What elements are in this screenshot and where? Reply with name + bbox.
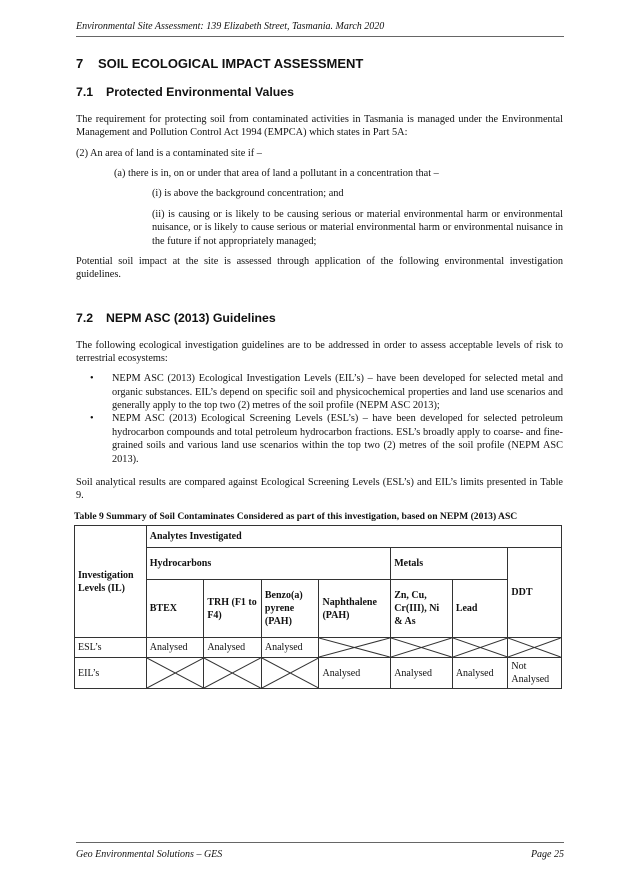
paragraph: Potential soil impact at the site is assessed through application of the following environmental investigation guidelines. xyxy=(76,255,563,281)
page-header: Environmental Site Assessment: 139 Elizabeth Street, Tasmania. March 2020 xyxy=(76,21,385,32)
subsection-number: 7.1 xyxy=(76,84,94,99)
not-applicable-cell xyxy=(204,658,262,689)
not-applicable-cell xyxy=(146,658,204,689)
not-applicable-cell xyxy=(508,638,562,658)
header-ddt: DDT xyxy=(508,548,562,638)
table-cell: Not Analysed xyxy=(508,658,562,689)
bullet-icon: • xyxy=(90,413,94,425)
not-applicable-cell xyxy=(391,638,453,658)
footer-org: Geo Environmental Solutions – GES xyxy=(76,849,223,860)
paragraph: The requirement for protecting soil from contaminated activities in Tasmania is managed under the Environmental Management and Pollution Control Act 1994 (EMPCA) which states in Part 5A: xyxy=(76,113,563,139)
not-applicable-cell xyxy=(452,638,508,658)
col-header: Lead xyxy=(452,580,508,638)
not-applicable-cell xyxy=(319,638,391,658)
section-number: 7 xyxy=(76,56,84,71)
header-hydrocarbons: Hydrocarbons xyxy=(146,548,390,580)
col-header: Zn, Cu, Cr(III), Ni & As xyxy=(391,580,453,638)
bullet-list xyxy=(76,372,563,466)
table-row xyxy=(75,638,562,658)
table-cell: Analysed xyxy=(261,638,319,658)
contaminants-table xyxy=(74,525,562,689)
list-item: • NEPM ASC (2013) Ecological Investigation Levels (EIL’s) – have been developed for selected metal and organic substances. EIL’s depend on specific soil and physicochemical properties and land use scenarios and generally apply to the top two (2) metres of the soil profile (NEPM ASC 2013); xyxy=(90,373,563,412)
col-header: TRH (F1 to F4) xyxy=(204,580,262,638)
subsection-number: 7.2 xyxy=(76,310,94,325)
subsection-heading xyxy=(76,311,563,327)
footer-rule xyxy=(76,842,564,843)
table-row xyxy=(75,658,562,689)
section-heading xyxy=(76,56,563,73)
subsection-title: Protected Environmental Values xyxy=(106,84,294,99)
col-header: Naphthalene (PAH) xyxy=(319,580,391,638)
paragraph: (2) An area of land is a contaminated site if – xyxy=(76,147,262,159)
list-item: • NEPM ASC (2013) Ecological Screening Levels (ESL’s) – have been developed for selected petroleum hydrocarbon compounds and total petroleum hydrocarbon fractions. ESL’s broadly apply to coarse- and fine-grained soils and various land use scenarios within the top two (2) metres of the soil profile (NEPM ASC 2013). xyxy=(90,413,563,465)
row-label: ESL’s xyxy=(75,638,147,658)
header-rule xyxy=(76,36,564,37)
page-number: Page 25 xyxy=(530,849,564,860)
section-title: SOIL ECOLOGICAL IMPACT ASSESSMENT xyxy=(98,56,364,71)
col-header: Benzo(a) pyrene (PAH) xyxy=(261,580,319,638)
table-cell: Analysed xyxy=(319,658,391,689)
table-cell: Analysed xyxy=(391,658,453,689)
paragraph: The following ecological investigation guidelines are to be addressed in order to assess acceptable levels of risk to terrestrial ecosystems: xyxy=(76,339,563,364)
col-header: BTEX xyxy=(146,580,204,638)
header-metals: Metals xyxy=(391,548,508,580)
header-levels: Investigation Levels (IL) xyxy=(75,526,147,638)
table-cell: Analysed xyxy=(146,638,204,658)
table-cell: Analysed xyxy=(452,658,508,689)
paragraph: (i) is above the background concentration; and xyxy=(152,188,344,200)
page-body xyxy=(76,56,563,689)
row-label: EIL’s xyxy=(75,658,147,689)
not-applicable-cell xyxy=(261,658,319,689)
subsection-title: NEPM ASC (2013) Guidelines xyxy=(106,310,276,325)
paragraph: Soil analytical results are compared against Ecological Screening Levels (ESL’s) and EIL’s limits presented in Table 9. xyxy=(76,476,563,502)
paragraph: (ii) is causing or is likely to be causing serious or material environmental harm or environmental nuisance, or is likely to cause serious or material environmental harm or environmental nuisance in the future if not appropriately managed; xyxy=(152,208,563,247)
header-analytes: Analytes Investigated xyxy=(146,526,561,548)
subsection-heading xyxy=(76,85,563,101)
table-caption: Table 9 Summary of Soil Contaminates Considered as part of this investigation, based on NEPM (2013) ASC xyxy=(74,510,518,522)
bullet-icon: • xyxy=(90,373,94,385)
paragraph: (a) there is in, on or under that area of land a pollutant in a concentration that – xyxy=(114,168,439,179)
page-footer xyxy=(76,848,564,861)
table-cell: Analysed xyxy=(204,638,262,658)
